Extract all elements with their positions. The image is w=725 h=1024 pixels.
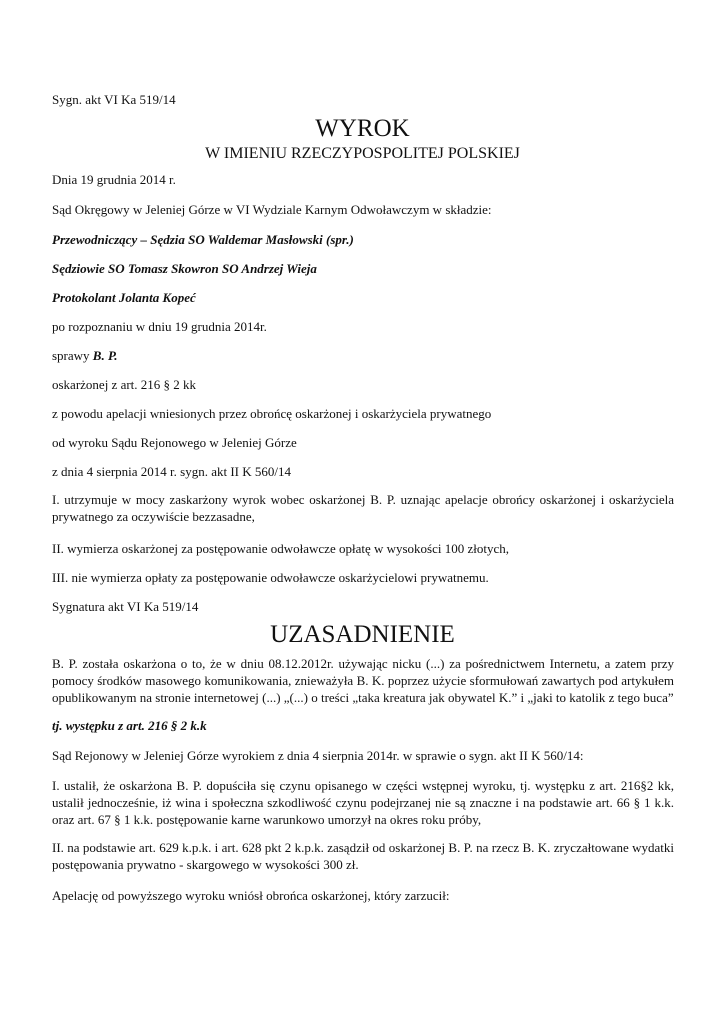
case-signature-top: Sygn. akt VI Ka 519/14 <box>52 92 176 107</box>
appeal-intro: Apelację od powyższego wyroku wniósł obrońca oskarżonej, który zarzucił: <box>52 888 450 903</box>
justification-para-1: B. P. została oskarżona o to, że w dniu 08.12.2012r. używając nicku (...) za pośrednictwem Internetu, a zatem przy pomocy środków masowego komunikowania, znieważyła B. K. poprzez użycie sformułowań zawartych pod artykułem opublikowanym na stronie internetowej (...) „(...) o treści „taka kreatura jak obywatel K.” i „jaki to katolik z tego buca” <box>52 656 674 705</box>
justification-signature: Sygnatura akt VI Ka 519/14 <box>52 599 199 614</box>
document-subtitle: W IMIENIU RZECZYPOSPOLITEJ POLSKIEJ <box>205 145 520 162</box>
clerk-line: Protokolant Jolanta Kopeć <box>52 290 196 305</box>
hearing-line: po rozpoznaniu w dniu 19 grudnia 2014r. <box>52 319 267 334</box>
justification-title: UZASADNIENIE <box>270 621 455 648</box>
judgment-date-line: z dnia 4 sierpnia 2014 r. sygn. akt II K 560/14 <box>52 464 292 479</box>
presiding-judge: Przewodniczący – Sędzia SO Waldemar Masłowski (spr.) <box>52 232 354 247</box>
appeal-reason-line: z powodu apelacji wniesionych przez obrońcę oskarżonej i oskarżyciela prywatnego <box>52 406 492 421</box>
justification-para-2: Sąd Rejonowy w Jeleniej Górze wyrokiem z dnia 4 sierpnia 2014r. w sprawie o sygn. akt II K 560/14: <box>52 748 584 763</box>
charge-line: oskarżonej z art. 216 § 2 kk <box>52 377 197 392</box>
associate-judges: Sędziowie SO Tomasz Skowron SO Andrzej Wieja <box>52 261 317 276</box>
judgment-from-line: od wyroku Sądu Rejonowego w Jeleniej Górze <box>52 435 297 450</box>
verdict-item-1: I. utrzymuje w mocy zaskarżony wyrok wobec oskarżonej B. P. uznając apelacje obrońcy oskarżonej i oskarżyciela prywatnego za oczywiście bezzasadne, <box>52 492 674 524</box>
justification-point-1: I. ustalił, że oskarżona B. P. dopuściła się czynu opisanego w części wstępnej wyroku, tj. występku z art. 216§2 kk, ustalił jednocześnie, iż wina i społeczna szkodliwość czynu podejrzanej nie są znaczne i na podstawie art. 66 § 1 k.k. oraz art. 67 § 1 k.k. postępowanie karne warunkowo umorzył na okres roku próby, <box>52 778 674 827</box>
verdict-item-3: III. nie wymierza opłaty za postępowanie odwoławcze oskarżycielowi prywatnemu. <box>52 570 489 585</box>
offense-line: tj. występku z art. 216 § 2 k.k <box>52 718 207 733</box>
date-line: Dnia 19 grudnia 2014 r. <box>52 172 176 187</box>
document-title: WYROK <box>315 115 410 142</box>
verdict-item-2: II. wymierza oskarżonej za postępowanie odwoławcze opłatę w wysokości 100 złotych, <box>52 541 510 556</box>
case-party: B. P. <box>92 348 118 363</box>
case-prefix: sprawy <box>52 348 93 363</box>
case-line <box>52 347 674 364</box>
justification-point-2: II. na podstawie art. 629 k.p.k. i art. 628 pkt 2 k.p.k. zasądził od oskarżonej B. P. na rzecz B. K. zryczałtowane wydatki postępowania prywatno - skargowego w wysokości 300 zł. <box>52 840 674 872</box>
court-line: Sąd Okręgowy w Jeleniej Górze w VI Wydziale Karnym Odwoławczym w składzie: <box>52 202 492 217</box>
